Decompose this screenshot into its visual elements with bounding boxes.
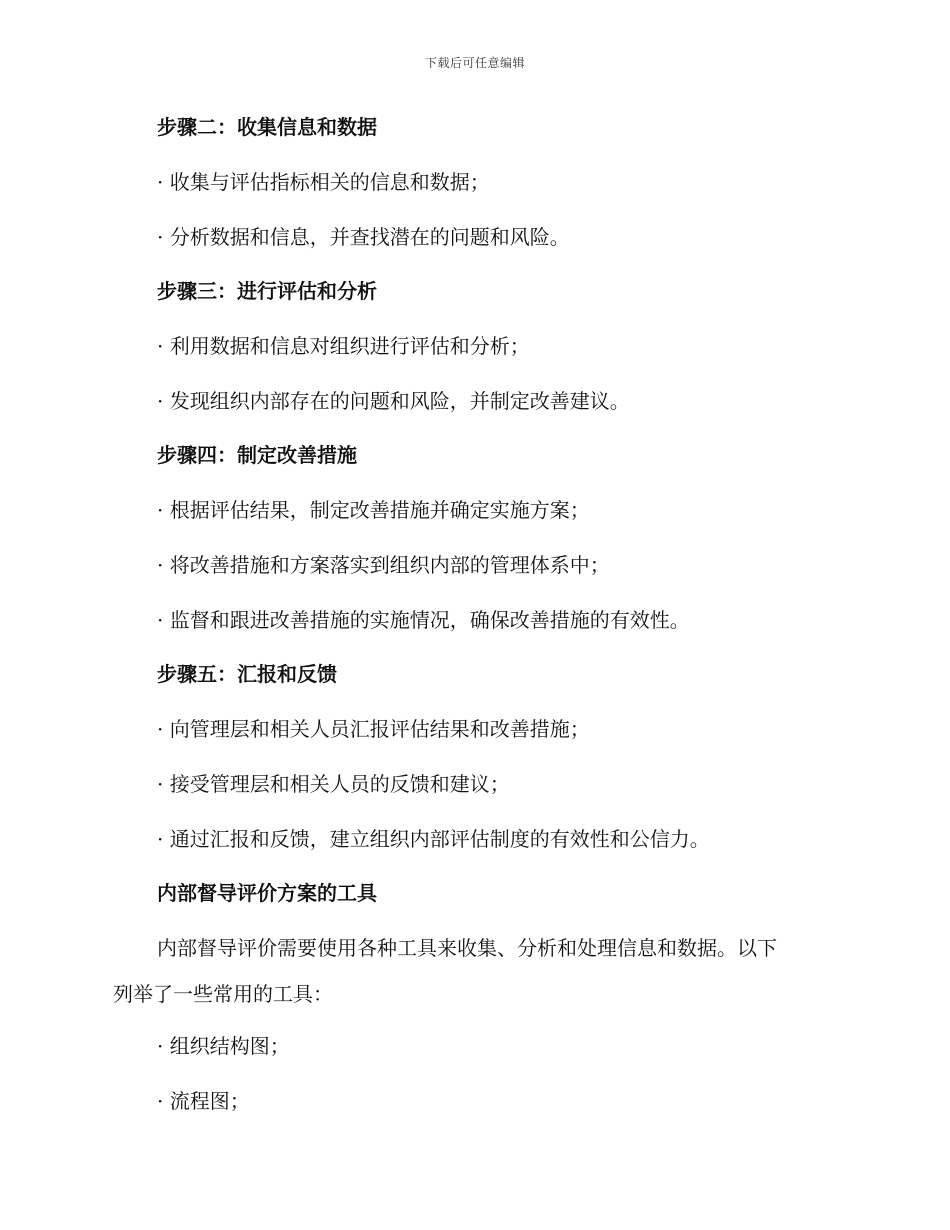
list-item: · 收集与评估指标相关的信息和数据； [157,170,490,194]
tools-paragraph [113,925,833,1017]
section-heading-step-4: 步骤四：制定改善措施 [157,443,357,467]
list-item: · 接受管理层和相关人员的反馈和建议； [157,772,510,796]
list-item: · 分析数据和信息，并查找潜在的问题和风险。 [157,225,570,249]
list-item: · 向管理层和相关人员汇报评估结果和改善措施； [157,717,590,741]
tools-paragraph-line-2: 列举了一些常用的工具： [113,982,333,1006]
section-heading-tools: 内部督导评价方案的工具 [157,881,377,905]
section-heading-step-5: 步骤五：汇报和反馈 [157,662,337,686]
list-item: · 监督和跟进改善措施的实施情况，确保改善措施的有效性。 [157,608,690,632]
list-item: · 利用数据和信息对组织进行评估和分析； [157,334,530,358]
page-header: 下载后可任意编辑 [424,56,525,70]
tools-paragraph-line-1: 内部督导评价需要使用各种工具来收集、分析和处理信息和数据。以下 [157,936,777,960]
list-item: · 组织结构图； [157,1034,290,1058]
list-item: · 将改善措施和方案落实到组织内部的管理体系中； [157,553,610,577]
list-item: · 发现组织内部存在的问题和风险，并制定改善建议。 [157,389,630,413]
section-heading-step-3: 步骤三：进行评估和分析 [157,279,377,303]
list-item: · 流程图； [157,1089,250,1113]
list-item: · 通过汇报和反馈，建立组织内部评估制度的有效性和公信力。 [157,827,710,851]
section-heading-step-2: 步骤二：收集信息和数据 [157,115,377,139]
list-item: · 根据评估结果，制定改善措施并确定实施方案； [157,498,590,522]
